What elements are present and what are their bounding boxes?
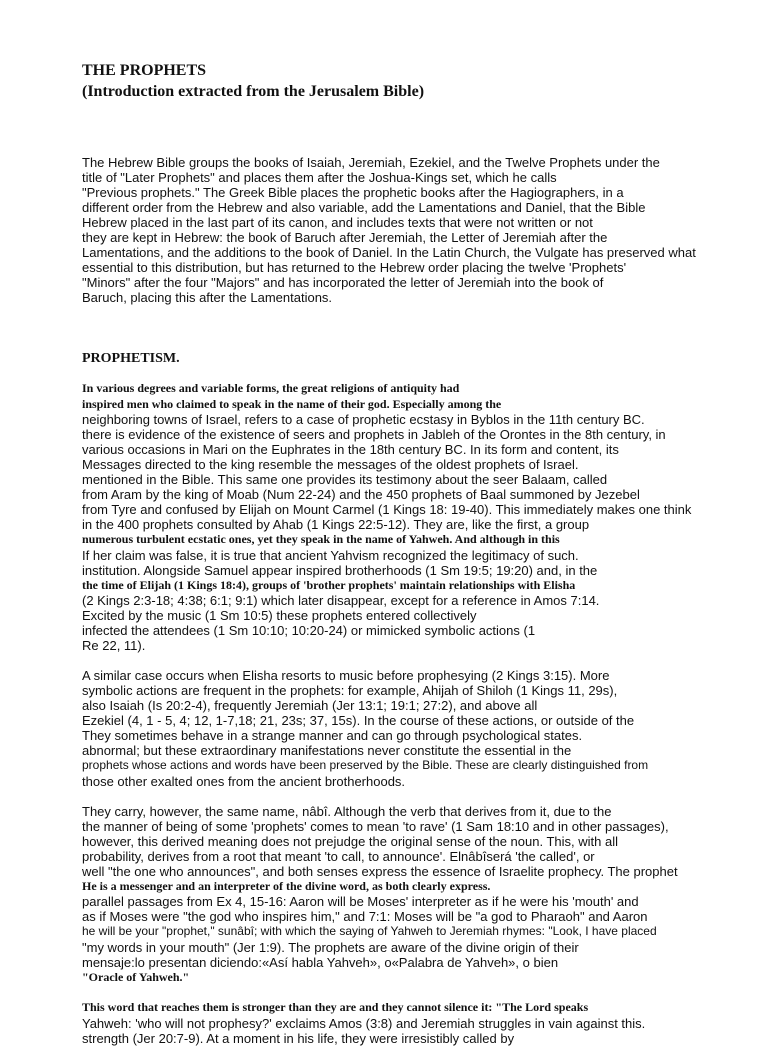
text-line: numerous turbulent ecstatic ones, yet they speak in the name of Yahweh. And although in this [82,532,560,546]
text-line: They sometimes behave in a strange manner and can go through psychological states. [82,728,583,743]
text-line: He is a messenger and an interpreter of the divine word, as both clearly express. [82,878,491,893]
text-line: the time of Elijah (1 Kings 18:4), groups of 'brother prophets' maintain relationships with Elisha [82,577,576,592]
text-line: If her claim was false, it is true that ancient Yahvism recognized the legitimacy of such. [82,547,579,563]
text-line: symbolic actions are frequent in the prophets: for example, Ahijah of Shiloh (1 Kings 11, 29s), [82,683,618,698]
text-line: A similar case occurs when Elisha resorts to music before prophesying (2 Kings 3:15). More [82,668,610,683]
text-line: infected the attendees (1 Sm 10:10; 10:20-24) or mimicked symbolic actions (1 [82,623,536,638]
text-line: there is evidence of the existence of seers and prophets in Jableh of the Orontes in the 8th century, in [82,427,666,442]
text-line: however, this derived meaning does not prejudge the original sense of the noun. This, with all [82,833,618,849]
text-line: prophets whose actions and words have been preserved by the Bible. These are clearly distinguished from [82,758,649,772]
text-line: Ezekiel (4, 1 - 5, 4; 12, 1-7,18; 21, 23s; 37, 15s). In the course of these actions, or outside of the [82,713,635,728]
text-line: abnormal; but these extraordinary manifestations never constitute the essential in the [82,743,572,758]
text-line: also Isaiah (Is 20:2-4), frequently Jeremiah (Jer 13:1; 19:1; 27:2), and above all [82,698,538,713]
text-line: "Previous prophets." The Greek Bible places the prophetic books after the Hagiographers, in a [82,185,624,200]
text-line: mensaje:lo presentan diciendo:«Así habla Yahveh», o«Palabra de Yahveh», o bien [82,954,559,970]
document-page [82,60,762,1046]
paragraph [82,381,762,653]
text-line: Re 22, 11). [82,638,146,653]
text-line: Lamentations, and the additions to the book of Daniel. In the Latin Church, the Vulgate has preserved what [82,245,696,260]
section-body [82,381,762,1046]
text-line: Yahweh: 'who will not prophesy?' exclaims Amos (3:8) and Jeremiah struggles in vain against this. [82,1015,646,1031]
text-line: different order from the Hebrew and also variable, add the Lamentations and Daniel, that the Bible [82,200,646,215]
text-line: Excited by the music (1 Sm 10:5) these prophets entered collectively [82,608,477,623]
text-line: he will be your "prophet," sunâbî; with which the saying of Yahweh to Jeremiah rhymes: "Look, I have placed [82,924,657,938]
paragraph [82,1000,762,1046]
text-line: This word that reaches them is stronger than they are and they cannot silence it: "The Lord speaks [82,1000,589,1014]
text-line: institution. Alongside Samuel appear inspired brotherhoods (1 Sm 19:5; 19:20) and, in the [82,562,598,578]
text-line: the manner of being of some 'prophets' comes to mean 'to rave' (1 Sam 18:10 and in other passages), [82,818,669,834]
text-line: "Oracle of Yahweh." [82,969,190,984]
text-line: Hebrew placed in the last part of its canon, and includes texts that were not written or not [82,215,593,230]
text-line: Messages directed to the king resemble the messages of the oldest prophets of Israel. [82,457,579,472]
text-line: from Aram by the king of Moab (Num 22-24) and the 450 prophets of Baal summoned by Jezebel [82,487,640,502]
text-line: mentioned in the Bible. This same one provides its testimony about the seer Balaam, called [82,472,608,487]
section-heading: PROPHETISM. [82,351,180,366]
text-line: They carry, however, the same name, nâbî. Although the verb that derives from it, due to the [82,803,612,819]
text-line: inspired men who claimed to speak in the name of their god. Especially among the [82,396,502,411]
paragraph [82,668,762,789]
text-line: they are kept in Hebrew: the book of Baruch after Jeremiah, the Letter of Jeremiah after the [82,230,608,245]
text-line: essential to this distribution, but has returned to the Hebrew order placing the twelve 'Prophets' [82,260,627,275]
text-line: from Tyre and confused by Elijah on Mount Carmel (1 Kings 18: 19-40). This immediately makes one think [82,502,692,517]
text-line: In various degrees and variable forms, the great religions of antiquity had [82,381,460,395]
text-line: in the 400 prophets consulted by Ahab (1 Kings 22:5-12). They are, like the first, a group [82,517,590,532]
paragraph [82,804,762,986]
text-line: parallel passages from Ex 4, 15-16: Aaron will be Moses' interpreter as if he were his 'mouth' and [82,894,639,909]
text-line: Baruch, placing this after the Lamentations. [82,290,333,305]
text-line: well "the one who announces", and both senses express the essence of Israelite prophecy. The prophet [82,863,678,879]
text-line: "my words in your mouth" (Jer 1:9). The prophets are aware of the divine origin of their [82,939,579,955]
text-line: The Hebrew Bible groups the books of Isaiah, Jeremiah, Ezekiel, and the Twelve Prophets under the [82,155,660,170]
document-title: THE PROPHETS [82,62,207,79]
text-line: (2 Kings 2:3-18; 4:38; 6:1; 9:1) which later disappear, except for a reference in Amos 7:14. [82,593,600,608]
text-line: probability, derives from a root that meant 'to call, to announce'. Elnâbîserá 'the called', or [82,848,595,864]
text-line: neighboring towns of Israel, refers to a case of prophetic ecstasy in Byblos in the 11th century BC. [82,412,645,427]
text-line: strength (Jer 20:7-9). At a moment in his life, they were irresistibly called by [82,1030,515,1046]
text-line: title of "Later Prophets" and places them after the Joshua-Kings set, which he calls [82,170,557,185]
intro-paragraph [82,155,762,305]
document-subtitle: (Introduction extracted from the Jerusalem Bible) [82,83,425,100]
text-line: as if Moses were "the god who inspires him," and 7:1: Moses will be "a god to Pharaoh" and Aaron [82,909,648,924]
text-line: various occasions in Mari on the Euphrates in the 18th century BC. In its form and content, its [82,442,619,457]
text-line: those other exalted ones from the ancient brotherhoods. [82,773,406,789]
text-line: "Minors" after the four "Majors" and has incorporated the letter of Jeremiah into the book of [82,275,604,290]
